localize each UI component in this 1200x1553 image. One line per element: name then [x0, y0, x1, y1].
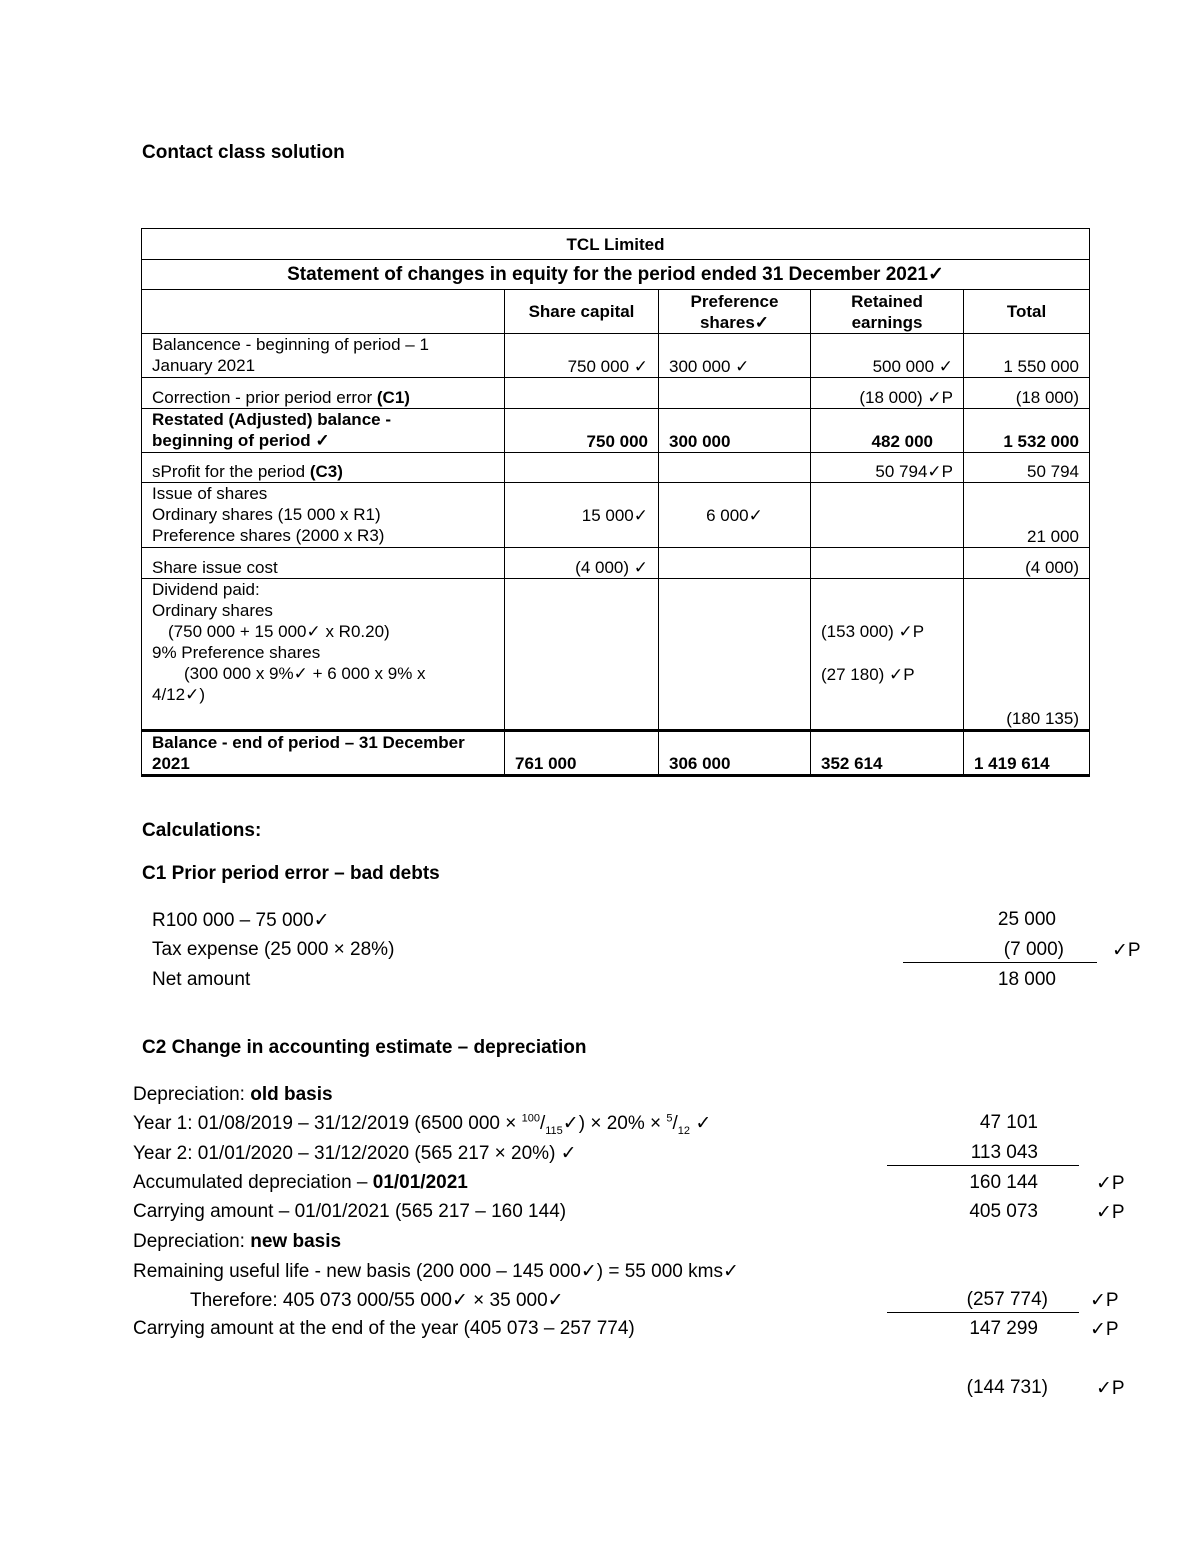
restated-label-line2: beginning of period ✓: [152, 431, 330, 450]
cost-total: (4 000): [964, 548, 1090, 579]
issue-total: 21 000: [964, 483, 1090, 548]
profit-preference: [659, 453, 811, 483]
header-retained-earnings: [811, 290, 964, 334]
c2-year1-c: ✓: [690, 1113, 712, 1134]
profit-ref: (C3): [309, 462, 343, 481]
opening-share-capital: 750 000 ✓: [505, 334, 659, 378]
c2-dep-new-basis: [133, 1231, 341, 1253]
opening-retained: 500 000 ✓: [811, 334, 964, 378]
c2-final-mark: ✓P: [1096, 1378, 1125, 1399]
header-total: Total: [964, 290, 1090, 334]
opening-preference: 300 000 ✓: [659, 334, 811, 378]
cost-label: Share issue cost: [142, 548, 505, 579]
opening-total: 1 550 000: [964, 334, 1090, 378]
header-retained-line2: earnings: [851, 312, 923, 332]
dividend-label-line6: 4/12✓): [152, 685, 205, 704]
correction-retained: (18 000) ✓P: [811, 378, 964, 409]
restated-label-line1: Restated (Adjusted) balance -: [152, 410, 391, 429]
cost-preference: [659, 548, 811, 579]
c2-dep-new-prefix: Depreciation:: [133, 1231, 251, 1252]
dividend-total: (180 135): [964, 579, 1090, 731]
header-preference-line2: shares✓: [699, 312, 770, 332]
dividend-retained-ordinary: (153 000) ✓P: [821, 622, 925, 641]
table-row-closing-balance: [142, 731, 1090, 776]
profit-share-capital: [505, 453, 659, 483]
correction-preference: [659, 378, 811, 409]
dividend-preference: [659, 579, 811, 731]
c2-year1: Year 1: 01/08/2019 – 31/12/2019 (6500 $000 \times ^{100}/_{115}✓) \times 20\% \times ^5/_{12}$ ✓: [133, 1112, 712, 1137]
dividend-label-line2: Ordinary shares: [152, 601, 273, 620]
table-row-statement-title: [142, 260, 1090, 290]
c2-accum-bold: 01/01/2021: [372, 1172, 468, 1193]
c2-accum-mark: ✓P: [1096, 1173, 1125, 1194]
correction-label-text: Correction - prior period error: [152, 388, 373, 407]
header-preference-shares: [659, 290, 811, 334]
opening-balance-label: [142, 334, 505, 378]
c1-tax-amount: (7 000): [1003, 939, 1064, 960]
c2-therefore-mark: ✓P: [1090, 1290, 1119, 1311]
table-row-company: [142, 229, 1090, 260]
issue-share-capital: 15 000✓: [505, 483, 659, 548]
cost-share-capital: (4 000) ✓: [505, 548, 659, 579]
header-preference-line1: Preference: [690, 291, 779, 311]
c2-year1-sup1: 100: [521, 1112, 540, 1125]
c2-year2-amount: 113 043: [970, 1142, 1038, 1163]
c2-accumulated: [133, 1172, 468, 1194]
dividend-label-line5: (300 000 x 9%✓ + 6 000 x 9% x: [184, 664, 426, 683]
table-row-opening-balance: [142, 334, 1090, 378]
restated-retained: 482 000: [811, 409, 964, 453]
calculations-heading: Calculations:: [142, 820, 262, 841]
c1-line-net: Net amount: [152, 969, 251, 990]
c2-dep-old-bold: old basis: [250, 1084, 333, 1105]
restated-preference: 300 000: [659, 409, 811, 453]
c2-carrying-end-amount: 147 299: [969, 1318, 1038, 1339]
c2-therefore: Therefore: 405 073 000/55 000✓ × 35 000✓: [190, 1290, 564, 1311]
c2-carrying-amount-value: 405 073: [969, 1201, 1038, 1222]
c1-heading: C1 Prior period error – bad debts: [142, 863, 440, 884]
closing-share-capital: 761 000: [505, 731, 659, 776]
table-row-restated-balance: [142, 409, 1090, 453]
closing-preference: 306 000: [659, 731, 811, 776]
c2-accum-prefix: Accumulated depreciation –: [133, 1172, 373, 1193]
table-row-correction: [142, 378, 1090, 409]
closing-retained: 352 614: [811, 731, 964, 776]
profit-label-text: sProfit for the period: [152, 462, 306, 481]
table-row-share-issue-cost: [142, 548, 1090, 579]
dividend-retained: [811, 579, 964, 731]
c2-carrying-amount: Carrying amount – 01/01/2021 (565 217 – 160 144): [133, 1201, 567, 1222]
c2-dep-old-basis: [133, 1084, 333, 1106]
statement-of-changes-in-equity-table: [141, 228, 1090, 777]
closing-total: 1 419 614: [964, 731, 1090, 776]
c2-accum-amount: 160 144: [969, 1172, 1038, 1193]
issue-label: [142, 483, 505, 548]
c2-dep-old-prefix: Depreciation:: [133, 1084, 251, 1105]
header-share-capital: Share capital: [505, 290, 659, 334]
table-row-issue-of-shares: [142, 483, 1090, 548]
c1-line-tax: Tax expense (25 000 × 28%): [152, 939, 395, 960]
opening-label-line1: Balancence - beginning of period – 1: [152, 335, 429, 354]
company-name: TCL Limited: [142, 229, 1090, 260]
profit-label: [142, 453, 505, 483]
c2-underline-2: [887, 1312, 1079, 1313]
issue-retained: [811, 483, 964, 548]
closing-label-line1: Balance - end of period – 31 December: [152, 733, 465, 752]
issue-preference: 6 000✓: [659, 483, 811, 548]
c1-line-gross: R100 000 – 75 000✓: [152, 910, 330, 931]
correction-ref: (C1): [376, 388, 410, 407]
dividend-label-line1: Dividend paid:: [152, 580, 260, 599]
c2-year1-b: ✓) × 20% ×: [562, 1113, 667, 1134]
c2-year1-a: Year 1: 01/08/2019 – 31/12/2019 (6500 000 ×: [133, 1113, 522, 1134]
c2-heading: C2 Change in accounting estimate – depreciation: [142, 1037, 587, 1058]
header-retained-line1: Retained: [851, 291, 923, 311]
issue-label-line1: Issue of shares: [152, 484, 268, 503]
profit-total: 50 794: [964, 453, 1090, 483]
correction-label: [142, 378, 505, 409]
issue-label-line3: Preference shares (2000 x R3): [152, 526, 385, 545]
c2-carrying-mark: ✓P: [1096, 1202, 1125, 1223]
correction-share-capital: [505, 378, 659, 409]
c1-tax-mark: ✓P: [1112, 940, 1141, 961]
dividend-share-capital: [505, 579, 659, 731]
closing-label: [142, 731, 505, 776]
restated-label: [142, 409, 505, 453]
opening-label-line2: January 2021: [152, 356, 256, 375]
statement-title: Statement of changes in equity for the period ended 31 December 2021✓: [142, 260, 1090, 290]
dividend-label-line4: 9% Preference shares: [152, 643, 321, 662]
profit-retained: 50 794✓P: [811, 453, 964, 483]
c2-year1-amount: 47 101: [979, 1112, 1038, 1133]
table-row-profit: [142, 453, 1090, 483]
c2-remaining-life: Remaining useful life - new basis (200 000 – 145 000✓) = 55 000 kms✓: [133, 1261, 739, 1282]
c2-year1-sub2: 12: [677, 1124, 691, 1137]
dividend-label: [142, 579, 505, 731]
restated-share-capital: 750 000: [505, 409, 659, 453]
c2-year2: Year 2: 01/01/2020 – 31/12/2020 (565 217 × 20%) ✓: [133, 1143, 577, 1164]
c2-year1-sup2: 5: [666, 1112, 673, 1125]
c2-carrying-end-mark: ✓P: [1090, 1319, 1119, 1340]
c2-carrying-end: Carrying amount at the end of the year (405 073 – 257 774): [133, 1318, 635, 1339]
restated-total: 1 532 000: [964, 409, 1090, 453]
correction-total: (18 000): [964, 378, 1090, 409]
c1-net-amount: 18 000: [997, 969, 1056, 990]
c2-year1-sub1: 115: [545, 1124, 563, 1137]
table-header-row: [142, 290, 1090, 334]
page-title: Contact class solution: [142, 142, 345, 163]
c2-dep-new-bold: new basis: [250, 1231, 342, 1252]
c1-underline: [903, 962, 1097, 963]
c2-underline-1: [887, 1165, 1079, 1166]
c2-therefore-amount: (257 774): [966, 1289, 1048, 1310]
dividend-retained-preference: (27 180) ✓P: [821, 665, 915, 684]
c1-gross-amount: 25 000: [997, 909, 1056, 930]
cost-retained: [811, 548, 964, 579]
issue-label-line2: Ordinary shares (15 000 x R1): [152, 505, 381, 524]
c2-final-amount: (144 731): [966, 1377, 1048, 1398]
dividend-label-line3: (750 000 + 15 000✓ x R0.20): [168, 622, 390, 641]
closing-label-line2: 2021: [152, 754, 190, 773]
header-blank: [142, 290, 505, 334]
table-row-dividend: [142, 579, 1090, 731]
